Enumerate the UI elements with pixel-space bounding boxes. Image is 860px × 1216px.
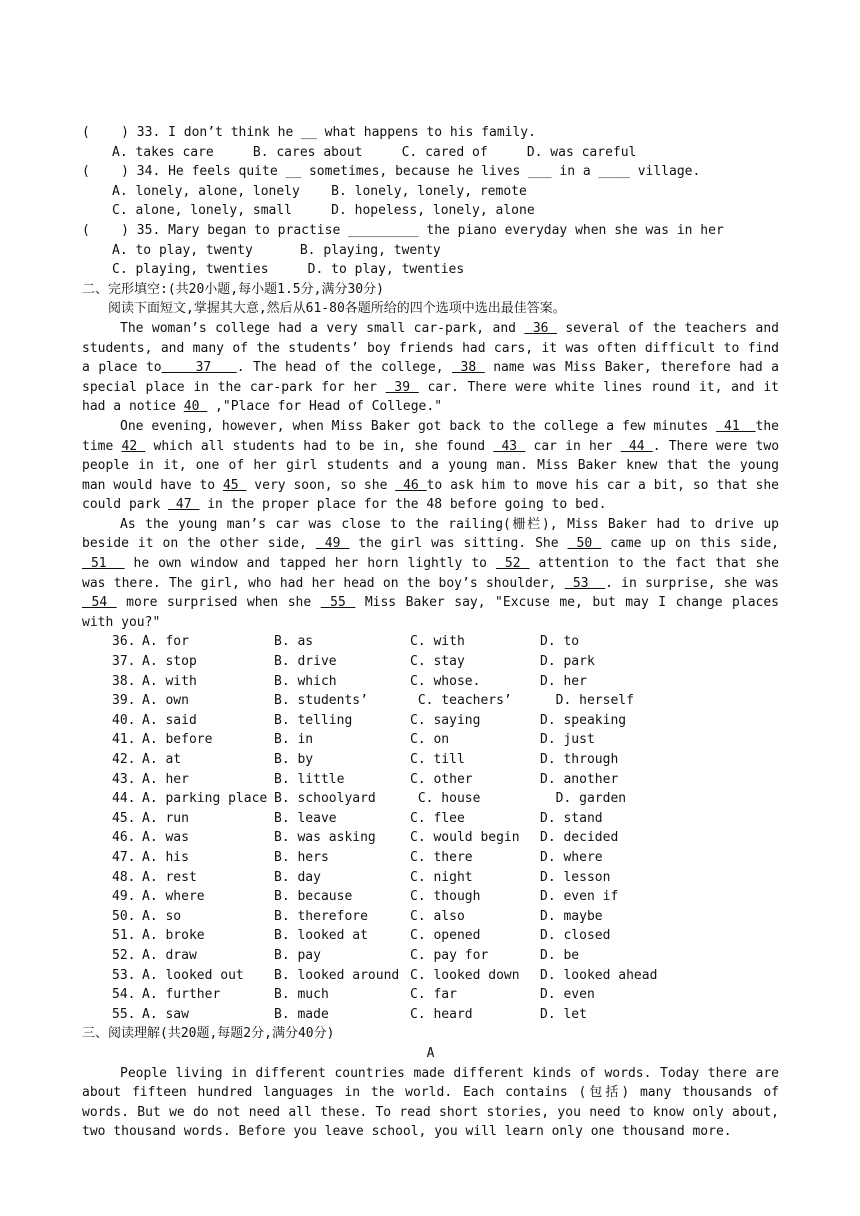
question-options: A. to play, twenty B. playing, twenty: [112, 242, 441, 258]
section3-heading: 三、阅读理解(共20题,每题2分,满分40分): [82, 1026, 335, 1042]
option-d: D. looked ahead: [540, 967, 658, 983]
section2-instruction: 阅读下面短文,掌握其大意,然后从61-80各题所给的四个选项中选出最佳答案。: [108, 301, 566, 317]
option-row: [82, 848, 779, 868]
option-d: D. through: [540, 752, 619, 767]
option-number: 36.: [112, 634, 136, 650]
option-a: A. where: [142, 889, 205, 905]
blank-51: 51: [82, 556, 125, 572]
passage-text: the time: [82, 418, 780, 454]
option-number: 38.: [112, 673, 136, 689]
option-c: C. whose.: [410, 673, 481, 689]
reading-paragraph-1: People living in different countries made different kinds of words. Today there are about fifteen hundred languages in the world. Each contains (包括) many thousands of words. But we do not need all these. To read short stories, you need to know only about, two thousand words. Before you leave school, you will learn only one thousand more.: [82, 1065, 779, 1140]
blank-55: 55: [320, 595, 356, 611]
option-row: [82, 730, 779, 750]
option-c: C. stay: [410, 654, 465, 670]
question-options: A. takes care B. cares about C. cared of D. was careful: [112, 144, 637, 160]
option-a: A. looked out: [142, 967, 244, 983]
option-d: D. be: [540, 947, 580, 963]
option-row: [82, 711, 779, 731]
option-number: 55.: [112, 1006, 136, 1022]
option-row: [82, 789, 779, 809]
option-a: A. parking place: [142, 791, 268, 807]
option-row: [82, 985, 779, 1005]
question-options: A. lonely, alone, lonely B. lonely, lonely, remote: [112, 183, 527, 199]
passage-text: in the proper place for the 48 before going to bed.: [199, 497, 607, 513]
option-d: D. speaking: [540, 712, 627, 728]
option-number: 39.: [112, 693, 136, 709]
option-row: [82, 1005, 779, 1025]
passage-text: . The head of the college,: [236, 360, 453, 376]
option-row: [82, 887, 779, 907]
option-number: 48.: [112, 869, 136, 885]
option-b: B. by: [274, 752, 314, 767]
option-d: D. her: [540, 673, 587, 689]
passage-text: Miss Baker say, "Excuse me, but may I change places with you?": [82, 595, 780, 630]
question-stem: ( ) 35. Mary began to practise _________ the piano everyday when she was in her: [82, 222, 724, 238]
option-c: C. opened: [410, 928, 481, 944]
blank-44: 44: [620, 438, 653, 454]
passage-text: ,"Place for Head of College.": [207, 399, 443, 415]
option-number: 47.: [112, 849, 136, 865]
option-a: A. broke: [142, 928, 205, 944]
option-number: 44.: [112, 791, 136, 807]
option-c: C. also: [410, 908, 465, 924]
option-a: A. saw: [142, 1006, 189, 1022]
option-c: C. pay for: [410, 947, 489, 963]
option-b: B. made: [274, 1006, 329, 1022]
option-number: 43.: [112, 771, 136, 787]
cloze-options-list: [82, 632, 779, 1024]
option-d: D. park: [540, 654, 595, 670]
passage-text: . in surprise, she was: [605, 575, 779, 591]
option-d: D. closed: [540, 928, 611, 944]
option-d: D. let: [540, 1006, 587, 1022]
option-row: [82, 868, 779, 888]
option-a: A. said: [142, 712, 197, 728]
question-options: C. alone, lonely, small D. hopeless, lonely, alone: [112, 203, 535, 219]
blank-36: 36: [524, 320, 557, 336]
mc-question-33: [82, 123, 779, 162]
blank-54: 54: [82, 595, 117, 611]
option-b: B. hers: [274, 849, 329, 865]
passage-text: The woman’s college had a very small car-park, and: [120, 320, 525, 336]
option-b: B. which: [274, 673, 337, 689]
option-b: B. because: [274, 889, 353, 905]
option-b: B. looked at: [274, 928, 368, 944]
option-a: A. her: [142, 771, 189, 787]
option-b: B. much: [274, 987, 329, 1003]
option-b: B. leave: [274, 810, 337, 826]
option-d: D. where: [540, 849, 603, 865]
option-a: A. further: [142, 987, 221, 1003]
passage-label: A: [426, 1045, 435, 1061]
blank-52: 52: [495, 556, 530, 572]
option-a: A. own: [142, 693, 189, 709]
question-options: C. playing, twenties D. to play, twenties: [112, 262, 465, 278]
option-row: [82, 809, 779, 829]
option-row: [82, 691, 779, 711]
option-c: C. flee: [410, 810, 465, 826]
blank-43: 43: [493, 438, 526, 454]
option-d: D. garden: [540, 791, 627, 807]
passage-text: the girl was sitting. She: [349, 536, 568, 552]
option-c: C. there: [410, 849, 473, 865]
option-number: 40.: [112, 712, 136, 728]
exam-page: [82, 123, 779, 1142]
option-b: B. therefore: [274, 908, 368, 924]
option-d: D. even if: [540, 889, 619, 905]
option-number: 50.: [112, 908, 136, 924]
option-c: C. with: [410, 634, 465, 650]
option-row: [82, 828, 779, 848]
option-b: B. pay: [274, 947, 321, 963]
mc-question-34: [82, 162, 779, 221]
blank-40: 40: [183, 399, 208, 415]
option-a: A. rest: [142, 869, 197, 885]
option-c: C. saying: [410, 712, 481, 728]
passage-text: car. There were white lines round it, and it had a notice: [82, 379, 779, 415]
mc-question-35: [82, 221, 779, 280]
option-c: C. far: [410, 987, 457, 1003]
blank-38: 38: [452, 360, 485, 376]
option-c: C. house: [410, 791, 481, 807]
passage-text: very soon, so she: [246, 477, 396, 493]
question-stem: ( ) 33. I don’t think he __ what happens to his family.: [82, 125, 536, 140]
option-a: A. with: [142, 673, 197, 689]
option-a: A. run: [142, 810, 189, 826]
option-b: B. students’: [274, 693, 368, 709]
option-d: D. decided: [540, 830, 619, 846]
option-c: C. would begin: [410, 830, 520, 846]
passage-text: came up on this side,: [601, 536, 780, 552]
option-a: A. stop: [142, 654, 197, 670]
passage-text: to ask him to move his car a bit, so that she could park: [82, 477, 779, 513]
option-row: [82, 926, 779, 946]
option-d: D. another: [540, 771, 619, 787]
blank-49: 49: [315, 536, 350, 552]
option-a: A. at: [142, 752, 182, 767]
passage-text: As the young man’s car was close to the railing(栅栏), Miss Baker had to drive up beside it on the other side,: [82, 516, 779, 552]
option-c: C. other: [410, 771, 473, 787]
option-a: A. his: [142, 849, 189, 865]
option-number: 41.: [112, 732, 136, 748]
passage-text: . There were two people in it, one of her girl students and a young man. Miss Baker knew that the young man would have to: [82, 438, 780, 493]
option-number: 46.: [112, 830, 136, 846]
option-row: [82, 770, 779, 790]
passage-text: which all students had to be in, she found: [145, 438, 494, 454]
passage-text: he own window and tapped her horn lightly to: [124, 556, 496, 572]
option-b: B. little: [274, 771, 345, 787]
option-b: B. drive: [274, 654, 337, 670]
option-a: A. before: [142, 732, 213, 748]
blank-41: 41: [716, 418, 756, 434]
option-row: [82, 907, 779, 927]
option-row: [82, 652, 779, 672]
passage-text: several of the teachers and students, and many of the students’ boy friends had cars, it was often difficult to find a place to: [82, 320, 779, 376]
option-a: A. so: [142, 908, 182, 924]
option-number: 42.: [112, 752, 136, 767]
blank-37: 37: [161, 360, 237, 376]
option-c: C. night: [410, 869, 473, 885]
blank-53: 53: [564, 575, 606, 591]
option-a: A. was: [142, 830, 189, 846]
option-d: D. herself: [540, 693, 634, 709]
option-row: [82, 946, 779, 966]
passage-text: name was Miss Baker, therefore had a special place in the car-park for her: [82, 360, 779, 395]
option-b: B. was asking: [274, 830, 376, 846]
option-b: B. as: [274, 634, 314, 650]
cloze-paragraph-2: [82, 417, 779, 515]
section2-heading: 二、完形填空:(共20小题,每小题1.5分,满分30分): [82, 281, 384, 297]
option-b: B. telling: [274, 712, 353, 728]
option-number: 45.: [112, 810, 136, 826]
option-number: 52.: [112, 947, 136, 963]
option-d: D. just: [540, 732, 595, 748]
option-row: [82, 632, 779, 652]
option-d: D. maybe: [540, 908, 603, 924]
option-b: B. in: [274, 732, 314, 748]
cloze-paragraph-1: [82, 319, 779, 417]
blank-47: 47: [168, 497, 200, 513]
blank-46: 46: [395, 477, 427, 493]
option-d: D. stand: [540, 810, 603, 826]
option-c: C. teachers’: [410, 693, 512, 709]
option-number: 53.: [112, 967, 136, 983]
question-stem: ( ) 34. He feels quite __ sometimes, because he lives ___ in a ____ village.: [82, 164, 701, 180]
passage-text: more surprised when she: [116, 595, 321, 611]
passage-text: One evening, however, when Miss Baker got back to the college a few minutes: [120, 418, 717, 434]
cloze-paragraph-3: [82, 515, 779, 633]
option-b: B. looked around: [274, 967, 400, 983]
option-a: A. for: [142, 634, 189, 650]
blank-39: 39: [385, 379, 419, 395]
option-row: [82, 672, 779, 692]
passage-text: attention to the fact that she was there. The girl, who had her head on the boy’s shoulder,: [82, 556, 779, 591]
option-number: 51.: [112, 928, 136, 944]
option-c: C. looked down: [410, 967, 520, 983]
option-row: [82, 966, 779, 986]
option-row: [82, 750, 779, 770]
option-c: C. on: [410, 732, 450, 748]
option-number: 37.: [112, 654, 136, 670]
blank-50: 50: [567, 536, 602, 552]
option-number: 54.: [112, 987, 136, 1003]
blank-42: 42: [121, 438, 146, 454]
option-a: A. draw: [142, 947, 197, 963]
passage-text: car in her: [525, 438, 621, 454]
option-d: D. lesson: [540, 869, 611, 885]
option-c: C. heard: [410, 1006, 473, 1022]
option-b: B. day: [274, 869, 321, 885]
option-d: D. even: [540, 987, 595, 1003]
option-number: 49.: [112, 889, 136, 905]
option-d: D. to: [540, 634, 580, 650]
option-c: C. though: [410, 889, 481, 905]
blank-45: 45: [222, 477, 247, 493]
option-c: C. till: [410, 752, 465, 767]
option-b: B. schoolyard: [274, 791, 376, 807]
